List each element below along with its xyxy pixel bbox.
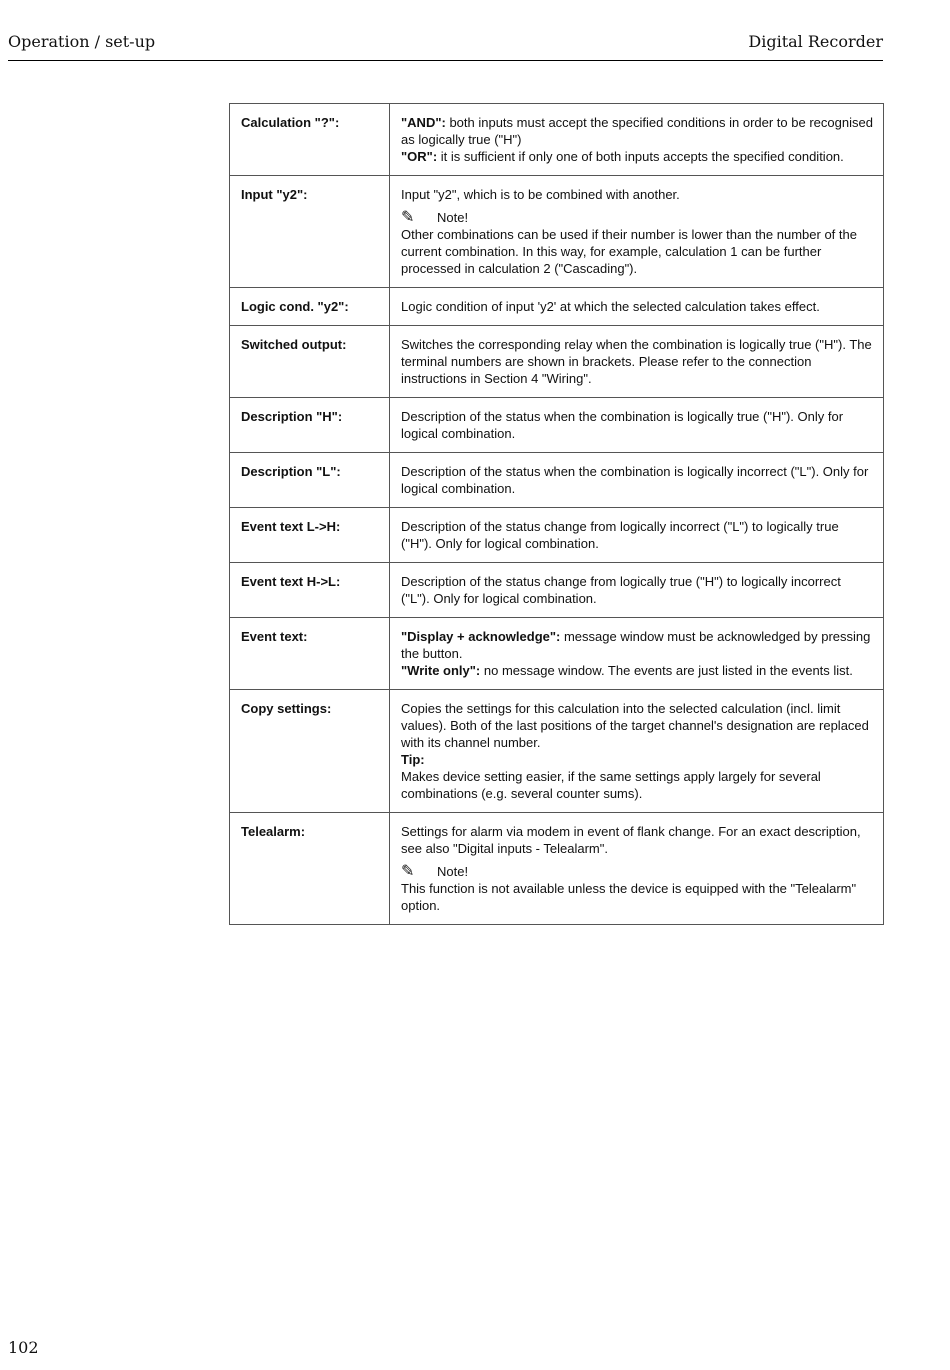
pencil-icon: ✎	[401, 209, 415, 227]
row-description	[390, 618, 884, 690]
option-name: "OR":	[401, 149, 438, 164]
row-description	[390, 813, 884, 925]
row-label: Logic cond. "y2":	[230, 288, 390, 326]
row-label: Copy settings:	[230, 690, 390, 813]
option-text: both inputs must accept the specified conditions in order to be recognised as logically true ("H")	[401, 115, 873, 147]
option-text: no message window. The events are just listed in the events list.	[480, 663, 853, 678]
option-text: message window must be acknowledged by pressing the button.	[401, 629, 871, 661]
table-row	[230, 176, 884, 288]
row-description	[390, 176, 884, 288]
note-heading	[401, 208, 873, 226]
table-row	[230, 618, 884, 690]
row-description: Description of the status change from logically incorrect ("L") to logically true ("H"). Only for logical combination.	[390, 508, 884, 563]
description-line	[401, 662, 873, 679]
option-name: "Write only":	[401, 663, 481, 678]
row-description: Description of the status when the combination is logically incorrect ("L"). Only for logical combination.	[390, 453, 884, 508]
page-header	[8, 30, 883, 61]
description-text: Settings for alarm via modem in event of flank change. For an exact description, see also "Digital inputs - Telealarm".	[401, 824, 861, 856]
row-label: Input "y2":	[230, 176, 390, 288]
table-row	[230, 398, 884, 453]
row-label: Event text L->H:	[230, 508, 390, 563]
description-line	[401, 148, 873, 165]
table-row	[230, 690, 884, 813]
description-line	[401, 114, 873, 148]
note-text: Other combinations can be used if their number is lower than the number of the current combination. In this way, for example, calculation 1 can be further processed in calculation 2 ("Cascading").	[401, 227, 857, 276]
row-description	[390, 104, 884, 176]
table-row	[230, 326, 884, 398]
row-label: Telealarm:	[230, 813, 390, 925]
row-label: Description "L":	[230, 453, 390, 508]
row-description: Description of the status change from logically true ("H") to logically incorrect ("L"). Only for logical combination.	[390, 563, 884, 618]
row-label: Calculation "?":	[230, 104, 390, 176]
row-label: Description "H":	[230, 398, 390, 453]
note-text: This function is not available unless the device is equipped with the "Telealarm" option.	[401, 881, 857, 913]
row-description: Switches the corresponding relay when the combination is logically true ("H"). The terminal numbers are shown in brackets. Please refer to the connection instructions in Section 4 "Wiring".	[390, 326, 884, 398]
section-title: Operation / set-up	[8, 32, 156, 51]
document-title: Digital Recorder	[748, 32, 883, 51]
row-description	[390, 690, 884, 813]
row-label: Event text:	[230, 618, 390, 690]
table-row	[230, 813, 884, 925]
note-label: Note!	[437, 864, 469, 880]
row-label: Switched output:	[230, 326, 390, 398]
page-number: 102	[8, 1338, 39, 1357]
tip-label: Tip:	[401, 752, 425, 767]
tip-text: Makes device setting easier, if the same settings apply largely for several combinations (e.g. several counter sums).	[401, 769, 821, 801]
row-description: Logic condition of input 'y2' at which the selected calculation takes effect.	[390, 288, 884, 326]
table-row	[230, 288, 884, 326]
description-text: Input "y2", which is to be combined with another.	[401, 187, 680, 202]
note-label: Note!	[437, 210, 469, 226]
parameter-table	[229, 103, 884, 925]
table-row	[230, 453, 884, 508]
option-name: "Display + acknowledge":	[401, 629, 561, 644]
option-name: "AND":	[401, 115, 446, 130]
table-row	[230, 563, 884, 618]
pencil-icon: ✎	[401, 863, 415, 881]
row-label: Event text H->L:	[230, 563, 390, 618]
table-row	[230, 508, 884, 563]
table-row	[230, 104, 884, 176]
description-text: Copies the settings for this calculation into the selected calculation (incl. limit values). Both of the last positions of the target channel's designation are replaced with its channel number.	[401, 701, 869, 750]
note-heading	[401, 862, 873, 880]
row-description: Description of the status when the combination is logically true ("H"). Only for logical combination.	[390, 398, 884, 453]
description-line	[401, 628, 873, 662]
option-text: it is sufficient if only one of both inputs accepts the specified condition.	[437, 149, 844, 164]
